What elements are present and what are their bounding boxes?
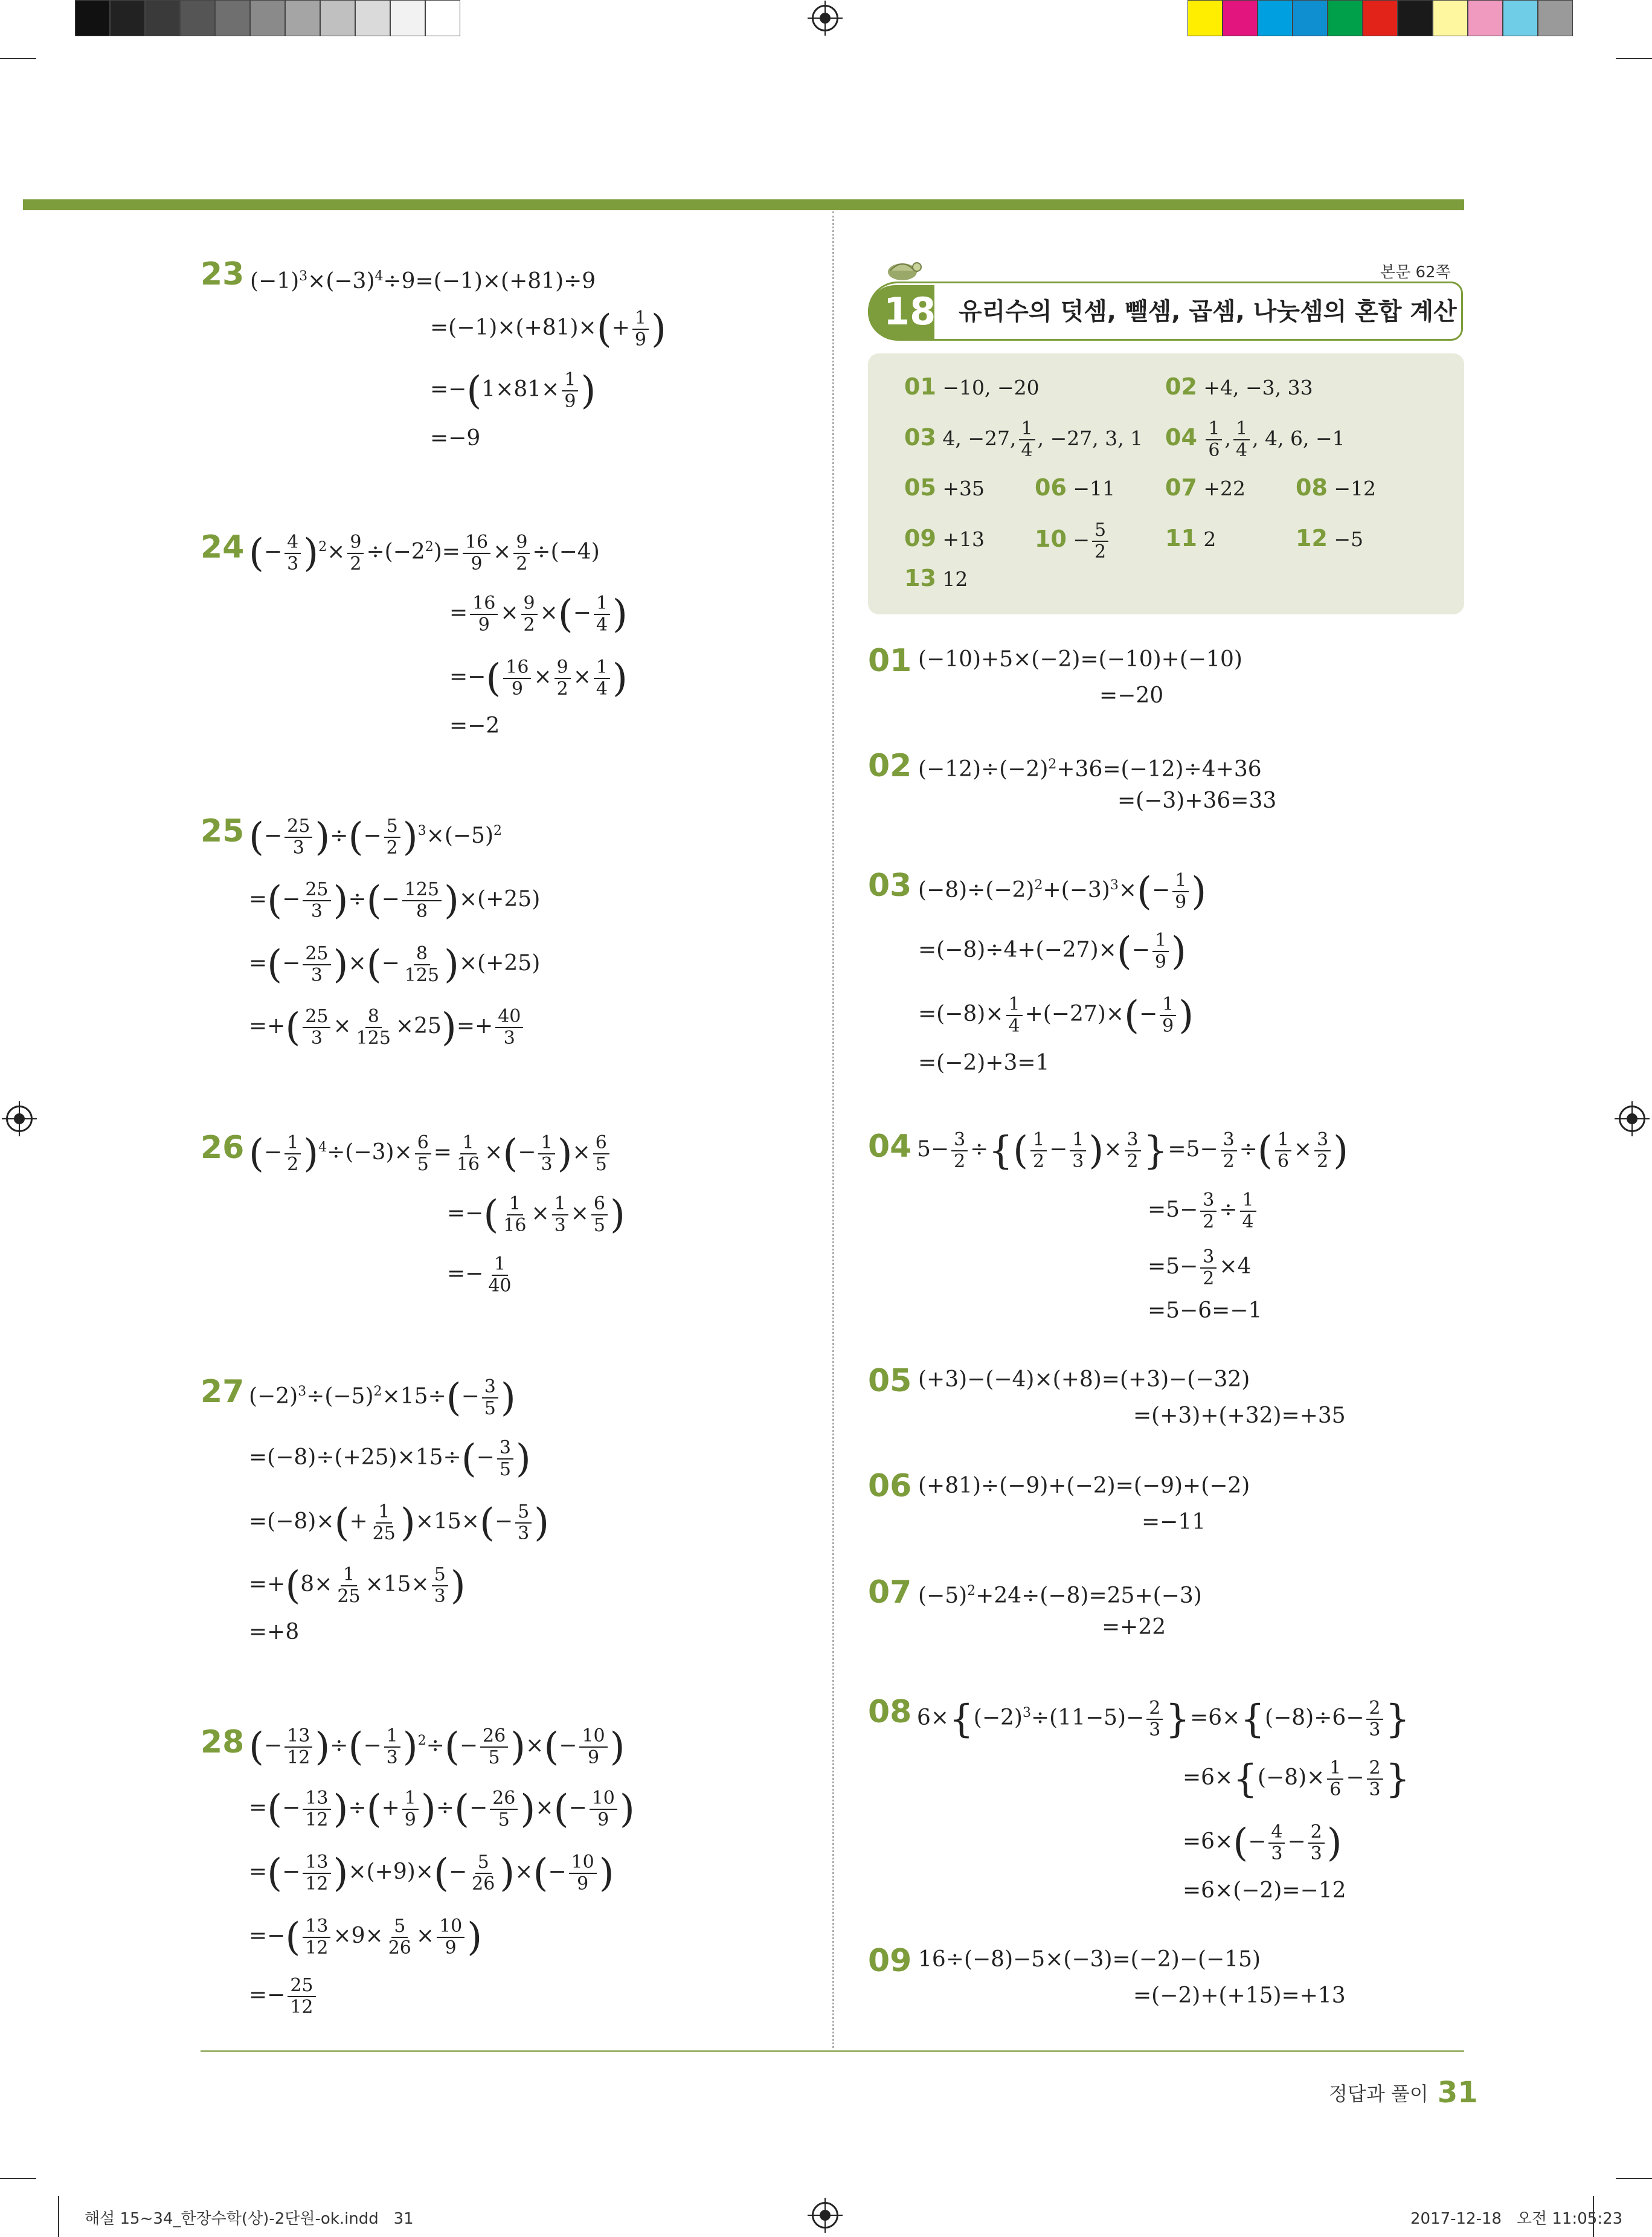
solution-number-01: 01	[868, 643, 912, 679]
crop-mark	[1616, 58, 1652, 59]
solution-number-03: 03	[868, 867, 912, 904]
solution-number-09: 09	[868, 1943, 912, 1979]
solution-number-02: 02	[868, 748, 912, 784]
answer-summary-box	[868, 353, 1464, 614]
answer-06: 06 −11	[1035, 474, 1116, 501]
page-footer	[1329, 2076, 1478, 2110]
r04-line4: =5−6=−1	[1148, 1298, 1262, 1323]
section-title: 유리수의 덧셈, 뺄셈, 곱셈, 나눗셈의 혼합 계산	[959, 298, 1457, 326]
r08-line1: $6\times\{(-2)^3\div(11-5)-$ $\frac{2}{3}$ }=6×{(−8)÷6− $\frac{2}{3}$ }	[917, 1697, 1410, 1742]
r09-line2: =(−2)+(+15)=+13	[1133, 1983, 1346, 2008]
solution-number-04: 04	[868, 1128, 912, 1165]
p28-line4: =−( $\frac{13}{12}$ ×9× $\frac{5}{26}$ × $\frac{10}{9}$ )	[249, 1915, 483, 1960]
column-divider	[832, 211, 834, 2048]
page-number: 31	[1437, 2076, 1478, 2110]
registration-mark-bottom	[812, 2202, 838, 2229]
p27-line3: =(−8)×(+ $\frac{1}{25}$ )×15×(− $\frac{5}{3}$ )	[249, 1501, 550, 1545]
crop-mark	[1616, 2178, 1652, 2179]
answer-08: 08 −12	[1296, 474, 1377, 501]
cmyk-color-bar	[1188, 0, 1576, 36]
p28-line5: =− $\frac{25}{12}$	[249, 1975, 318, 2018]
solution-number-05: 05	[868, 1363, 912, 1399]
problem-number-26: 26	[201, 1130, 245, 1166]
p28-line1: (− $\frac{13}{12}$ )÷(− $\frac{1}{3}$ )$^2$÷(− $\frac{26}{5}$ )×(− $\frac{10}{9}$ )	[249, 1725, 625, 1769]
solution-number-06: 06	[868, 1468, 912, 1504]
r08-line3: =6×(− $\frac{4}{3}$ − $\frac{2}{3}$ )	[1183, 1821, 1342, 1865]
problem-number-25: 25	[201, 813, 245, 849]
p24-line4: =−2	[449, 713, 500, 738]
answer-04: 04 $\frac{1}{6}$ , $\frac{1}{4}$ , 4, 6, −1	[1165, 418, 1345, 461]
p26-line3: =− $\frac{1}{40}$	[447, 1254, 512, 1296]
print-timestamp: 2017-12-18 오전 11:05:23	[1410, 2210, 1623, 2228]
answer-11: 11 2	[1165, 525, 1217, 552]
top-green-rule	[23, 199, 1464, 210]
p27-line5: =+8	[249, 1620, 300, 1644]
answer-09: 09 +13	[904, 525, 985, 552]
problem-number-27: 27	[201, 1374, 245, 1410]
crop-mark	[0, 58, 36, 59]
p27-line4: =+(8× $\frac{1}{25}$ ×15× $\frac{5}{3}$ )	[249, 1563, 466, 1608]
p25-line2: =(− $\frac{25}{3}$ )÷(− $\frac{125}{8}$ )×(+25)	[249, 878, 541, 923]
answer-01: 01 −10, −20	[904, 373, 1040, 400]
p24-line2: = $\frac{16}{9}$ × $\frac{9}{2}$ ×(− $\frac{1}{4}$ )	[449, 592, 628, 637]
r08-line4: =6×(−2)=−12	[1183, 1878, 1346, 1903]
r09-line1: 16÷(−8)−5×(−3)=(−2)−(−15)	[918, 1947, 1261, 1972]
p25-line1: (− $\frac{25}{3}$ )÷(− $\frac{5}{2}$ )$^3\times(-5)^2$	[249, 815, 502, 860]
answer-10: 10 − $\frac{5}{2}$	[1035, 520, 1111, 562]
r07-line2: =+22	[1102, 1615, 1166, 1640]
p25-line3: =(− $\frac{25}{3}$ )×(− $\frac{8}{125}$ )×(+25)	[249, 942, 541, 987]
p26-line1: (− $\frac{1}{2}$ )$^4$÷(−3)× $\frac{6}{5}$ = $\frac{1}{16}$ ×(− $\frac{1}{3}$ )× $\frac{6}{5}$	[249, 1130, 612, 1175]
r07-line1: $(-5)^2+24\div(-8)=25+(-3)$	[918, 1583, 1202, 1608]
registration-mark-left	[6, 1106, 33, 1132]
r03-line2: =(−8)÷4+(−27)×(− $\frac{1}{9}$ )	[918, 929, 1186, 974]
r03-line4: =(−2)+3=1	[918, 1051, 1050, 1075]
gray-color-bar	[75, 0, 464, 36]
r01-line1: (−10)+5×(−2)=(−10)+(−10)	[918, 647, 1242, 672]
r02-line1: $(-12)\div(-2)^2+36=(-12)\div 4+36$	[918, 757, 1262, 782]
footer-label: 정답과 풀이	[1329, 2082, 1429, 2105]
problem-number-24: 24	[201, 529, 245, 565]
p24-line3: =−( $\frac{16}{9}$ × $\frac{9}{2}$ × $\frac{1}{4}$ )	[449, 656, 628, 701]
bottom-rule	[201, 2050, 1464, 2052]
registration-mark-right	[1619, 1106, 1645, 1132]
p26-line2: =−( $\frac{1}{16}$ × $\frac{1}{3}$ × $\frac{6}{5}$ )	[447, 1193, 625, 1237]
crop-mark	[58, 2196, 59, 2237]
r04-line2: =5− $\frac{3}{2}$ ÷ $\frac{1}{4}$	[1148, 1190, 1259, 1232]
section-number: 18	[884, 289, 936, 333]
problem-number-23: 23	[201, 256, 245, 292]
r06-line1: (+81)÷(−9)+(−2)=(−9)+(−2)	[918, 1473, 1250, 1498]
p27-line2: =(−8)÷(+25)×15÷(− $\frac{3}{5}$ )	[249, 1437, 531, 1481]
p25-line4: =+( $\frac{25}{3}$ × $\frac{8}{125}$ ×25)=+ $\frac{40}{3}$	[249, 1006, 525, 1049]
registration-mark-top	[812, 5, 838, 31]
section-header-bar	[868, 282, 1464, 342]
p28-line3: =(− $\frac{13}{12}$ )×(+9)×(− $\frac{5}{26}$ )×(− $\frac{10}{9}$ )	[249, 1851, 614, 1896]
solution-number-08: 08	[868, 1694, 912, 1730]
r04-line3: =5− $\frac{3}{2}$ ×4	[1148, 1246, 1252, 1289]
p23-line3: =−(1×81× $\frac{1}{9}$ )	[430, 369, 596, 413]
turtle-icon	[882, 253, 924, 283]
solution-number-07: 07	[868, 1574, 912, 1611]
answer-07: 07 +22	[1165, 474, 1246, 501]
answer-13: 13 12	[904, 565, 968, 591]
section-reference: 본문 62쪽	[1380, 263, 1451, 282]
problem-number-28: 28	[201, 1724, 245, 1760]
p27-line1: $(-2)^3\div(-5)^2\times 15\div(-$ $\frac{3}{5}$ )	[249, 1376, 516, 1420]
p23-line4: =−9	[430, 426, 481, 451]
r02-line2: =(−3)+36=33	[1117, 788, 1277, 813]
r06-line2: =−11	[1142, 1510, 1206, 1534]
crop-mark	[0, 2178, 36, 2179]
answer-03: 03 4, −27, $\frac{1}{4}$ , −27, 3, 1	[904, 418, 1143, 461]
r03-line1: $(-8)\div(-2)^2+(-3)^3\times(-$ $\frac{1}{9}$ )	[918, 869, 1207, 914]
r03-line3: =(−8)× $\frac{1}{4}$ +(−27)×(− $\frac{1}{9}$ )	[918, 993, 1194, 1038]
answer-02: 02 +4, −3, 33	[1165, 373, 1313, 400]
p28-line2: =(− $\frac{13}{12}$ )÷(+ $\frac{1}{9}$ )÷(− $\frac{26}{5}$ )×(− $\frac{10}{9}$ )	[249, 1787, 635, 1832]
p23-line1: $(-1)^3\times(-3)^4\div 9=(-1)\times(+81)\div 9$	[250, 269, 596, 294]
file-info: 해설 15~34_한장수학(상)-2단원-ok.indd 31	[85, 2210, 414, 2228]
answer-12: 12 −5	[1296, 525, 1364, 552]
answer-05: 05 +35	[904, 474, 985, 501]
r08-line2: =6×{(−8)× $\frac{1}{6}$ − $\frac{2}{3}$ }	[1183, 1757, 1410, 1801]
r04-line1: 5− $\frac{3}{2}$ ÷{( $\frac{1}{2}$ − $\frac{1}{3}$ )× $\frac{3}{2}$ }=5− $\frac{3}{2}$ ÷( $\frac{1}{6}$ × $\frac{3}{2}$ )	[917, 1128, 1349, 1173]
r01-line2: =−20	[1099, 683, 1164, 708]
r05-line2: =(+3)+(+32)=+35	[1133, 1403, 1346, 1428]
p24-line1: (− $\frac{4}{3}$ )$^2$× $\frac{9}{2}$ $\div(-2^2)=$ $\frac{16}{9}$ × $\frac{9}{2}$ ÷(−4)	[249, 531, 600, 576]
p23-line2: =(−1)×(+81)×(+ $\frac{1}{9}$ )	[430, 307, 666, 352]
r05-line1: (+3)−(−4)×(+8)=(+3)−(−32)	[918, 1367, 1250, 1392]
